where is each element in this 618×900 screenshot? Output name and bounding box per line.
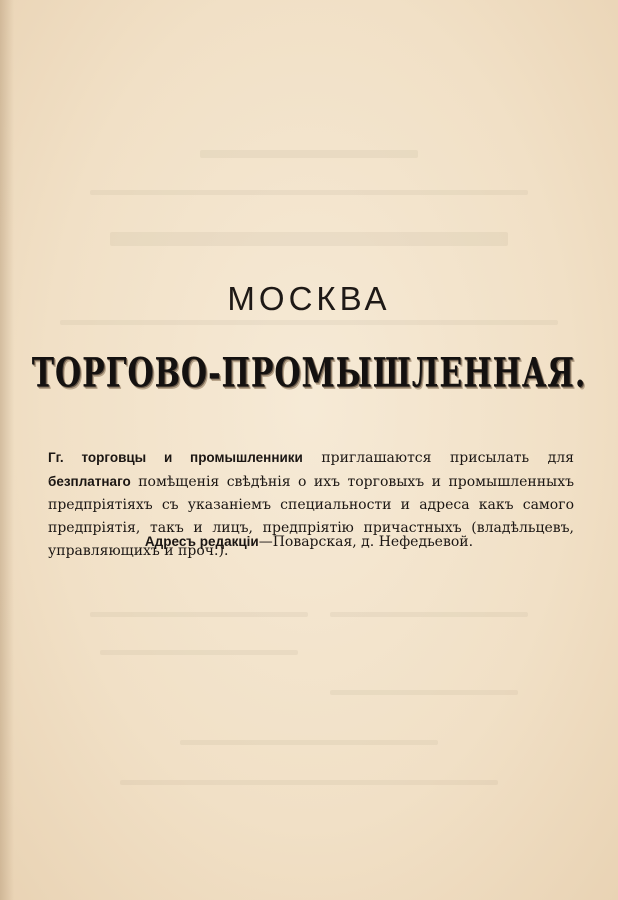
- bleed-through-line: [200, 150, 418, 158]
- notice-bold-intro: Гг. торговцы и промышленники: [48, 450, 303, 465]
- bleed-through-line: [110, 232, 508, 246]
- page-edge-shadow: [0, 0, 14, 900]
- bleed-through-line: [90, 612, 308, 617]
- title-city: МОСКВА: [227, 280, 391, 317]
- bleed-through-line: [330, 690, 518, 695]
- bleed-through-line: [330, 612, 528, 617]
- address-label: Адресъ редакціи: [144, 534, 259, 549]
- bleed-through-line: [60, 320, 558, 325]
- bleed-through-line: [100, 650, 298, 655]
- title-subtitle: ТОРГОВО-ПРОМЫШЛЕННАЯ.: [31, 349, 587, 398]
- bleed-through-line: [120, 780, 498, 785]
- editorial-address: [0, 530, 618, 554]
- bleed-through-line: [180, 740, 438, 745]
- address-value: —Поварская, д. Нефедьевой.: [258, 534, 474, 550]
- notice-text-part-2: помѣщенія свѣдѣнія о ихъ торговыхъ и промышленныхъ предпріятіяхъ съ указаніемъ специальности и адреса какъ самого предпріятія, такъ и лицъ, предпріятію причастныхъ (владѣльцевъ, управляющихъ и проч.).: [48, 474, 574, 559]
- notice-bold-free: безплатнаго: [48, 474, 131, 489]
- bleed-through-line: [90, 190, 528, 195]
- notice-text-part-1: приглашаются присылать для: [302, 450, 574, 466]
